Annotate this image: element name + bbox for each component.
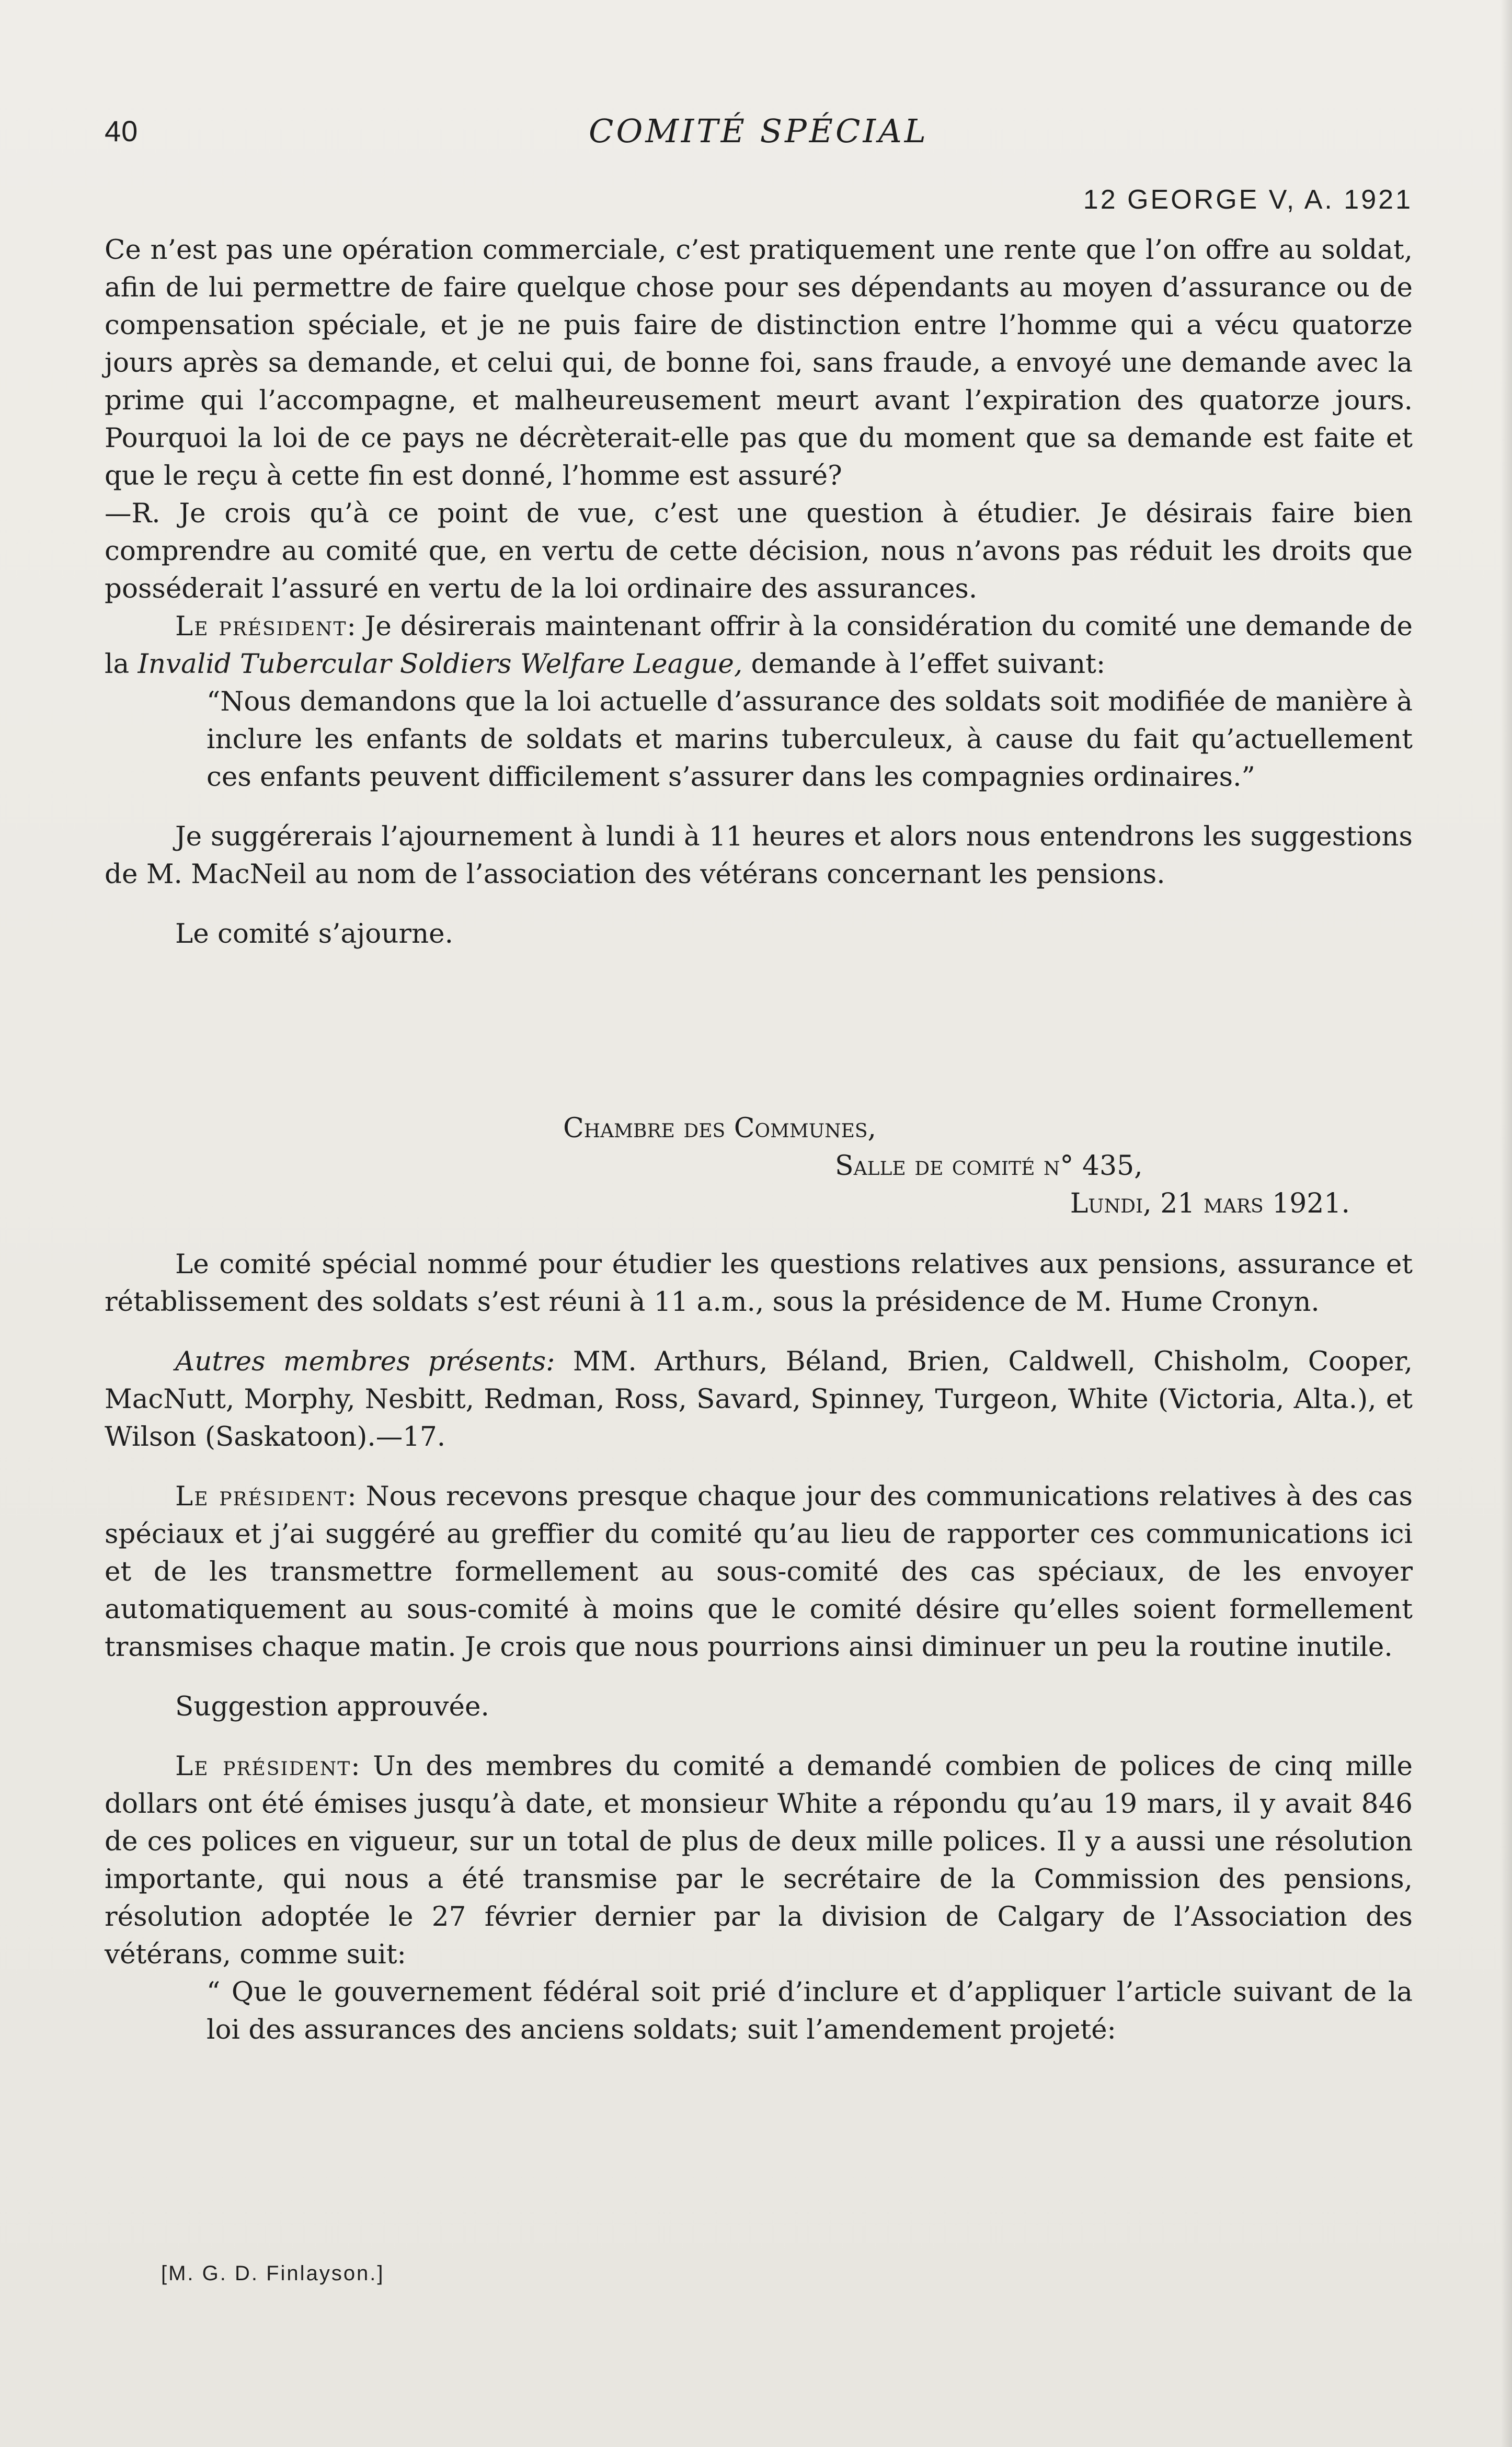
paragraph-text: : Un des membres du comité a demandé combien de polices de cinq mille dollars ont été émises jusqu’à date, et monsieur White a répondu qu’au 19 mars, il y avait 846 de ces polices en vigueur, sur un total de plus de deux mille polices. Il y a aussi une résolution importante, qui nous a été transmise par le secrétaire de la Commission des pensions, résolution adoptée le 27 février dernier par la division de Calgary de l’Association des vétérans, comme suit:	[105, 1751, 1413, 1970]
paragraph-answer: —R. Je crois qu’à ce point de vue, c’est une question à étudier. Je désirais faire bien comprendre au comité que, en vertu de cette décision, nous n’avons pas réduit les droits que posséderait l’assuré en vertu de la loi ordinaire des assurances.	[105, 498, 1413, 604]
running-title: COMITÉ SPÉCIAL	[589, 112, 929, 150]
members-list: MM. Arthurs, Béland, Brien, Caldwell, Chisholm, Cooper, MacNutt, Morphy, Nesbitt, Redman, Ross, Savard, Spinney, Turgeon, White (Victoria, Alta.), et Wilson (Saskatoon).—17.	[105, 1346, 1413, 1453]
block-quote-request	[207, 683, 1413, 796]
page-number: 40	[105, 115, 139, 147]
session-year-line: 12 GEORGE V, A. 1921	[1083, 185, 1413, 215]
paragraph-adjournment-suggestion: Je suggérerais l’ajournement à lundi à 11 heures et alors nous entendrons les suggestions de M. MacNeil au nom de l’association des vétérans concernant les pensions.	[105, 821, 1413, 890]
paragraph-continuation: Ce n’est pas une opération commerciale, c’est pratiquement une rente que l’on offre au soldat, afin de lui permettre de faire quelque chose pour ses dépendants au moyen d’assurance ou de compensation spéciale, et je ne puis faire de distinction entre l’homme qui a vécu quatorze jours après sa demande, et celui qui, de bonne foi, sans fraude, a envoyé une demande avec la prime qui l’accompagne, et malheureusement meurt avant l’expiration des quatorze jours. Pourquoi la loi de ce pays ne décrèterait-elle pas que du moment que sa demande est faite et que le reçu à cette fin est donné, l’homme est assuré?	[105, 234, 1413, 491]
quote-text: “Nous demandons que la loi actuelle d’assurance des soldats soit modifiée de manière à inclure les enfants de soldats et marins tuberculeux, à cause du fait qu’actuellement ces enfants peuvent difficilement s’assurer dans les compagnies ordinaires.”	[207, 686, 1413, 793]
heading-room: Salle de comité n° 435,	[835, 1150, 1143, 1182]
members-label: Autres membres présents:	[175, 1346, 555, 1377]
block-quote-resolution: “ Que le gouvernement fédéral soit prié d’inclure et d’appliquer l’article suivant de la loi des assurances des anciens soldats; suit l’amendement projeté:	[207, 1976, 1413, 2045]
organization-name: Invalid Tubercular Soldiers Welfare League,	[138, 648, 743, 680]
paragraph-suggestion-approved: Suggestion approuvée.	[175, 1691, 489, 1722]
paragraph-meeting: Le comité spécial nommé pour étudier les questions relatives aux pensions, assurance et rétablissement des soldats s’est réuni à 11 a.m., sous la présidence de M. Hume Cronyn.	[105, 1249, 1413, 1318]
running-head	[105, 105, 1413, 152]
heading-house: Chambre des Communes,	[563, 1113, 877, 1144]
sitting-heading	[105, 1110, 1413, 1245]
paragraph-president-policies	[105, 1747, 1413, 1973]
paragraph-text: : Je désirerais maintenant offrir à la considération du comité une demande de la	[105, 611, 1413, 680]
speaker-label: Le président	[175, 611, 347, 642]
speaker-label: Le président	[175, 1481, 348, 1512]
paragraph-members-present	[105, 1343, 1413, 1456]
heading-date: Lundi, 21 mars 1921.	[1070, 1188, 1350, 1219]
speaker-label: Le président	[175, 1751, 351, 1782]
paragraph-text: : Nous recevons presque chaque jour des communications relatives à des cas spéciaux et j’ai suggéré au greffier du comité qu’au lieu de rapporter ces communications ici et de les transmettre formellement au sous-comité des cas spéciaux, de les envoyer automatiquement au sous-comité à moins que le comité désire qu’elles soient formellement transmises chaque matin. Je crois que nous pourrions ainsi diminuer un peu la routine inutile.	[105, 1481, 1413, 1663]
page-edge-shadow	[1500, 0, 1512, 2447]
footer-witness-note: [M. G. D. Finlayson.]	[161, 2262, 385, 2285]
paragraph-adjourned: Le comité s’ajourne.	[175, 918, 454, 950]
paragraph-president-request	[105, 608, 1413, 683]
paragraph-text: demande à l’effet suivant:	[742, 648, 1106, 680]
body-text	[105, 231, 1413, 2049]
paragraph-president-communications	[105, 1478, 1413, 1666]
